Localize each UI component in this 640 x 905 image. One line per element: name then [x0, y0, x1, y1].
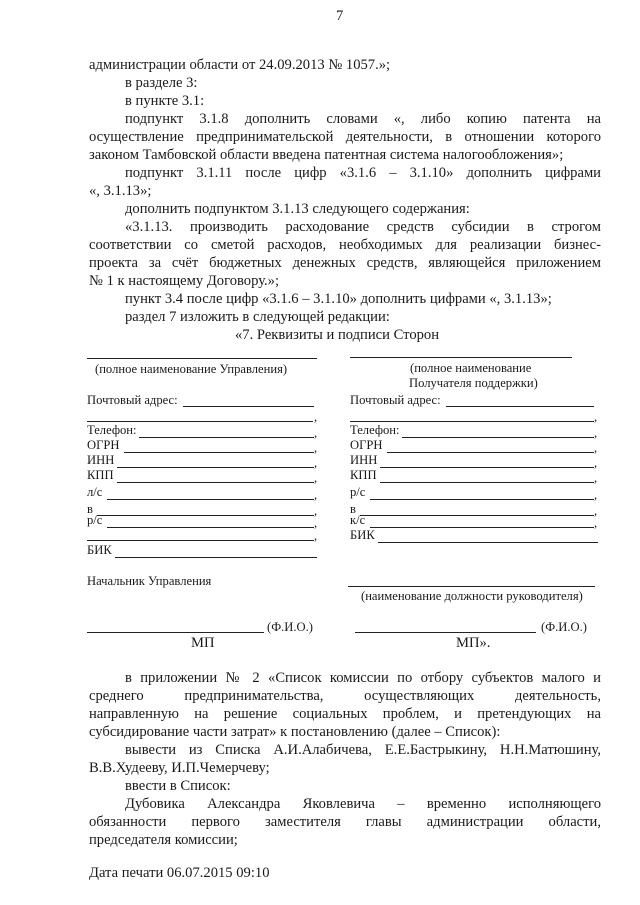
left-field-label: Телефон: — [87, 423, 137, 437]
paragraph-line: администрации области от 24.09.2013 № 1057.»; — [89, 57, 391, 73]
comma: , — [594, 471, 598, 485]
form-line — [87, 421, 313, 422]
left-fio: (Ф.И.О.) — [267, 620, 313, 634]
paragraph-line: направленную на решение социальных проблем, и претендующих на — [89, 706, 601, 722]
paragraph-line: соответствии со сметой расходов, необходимых для реализации бизнес- — [89, 237, 601, 253]
signature-line — [350, 357, 572, 358]
paragraph-line: проекта за счёт бюджетных денежных средств, являющейся приложением — [89, 255, 601, 271]
form-line — [387, 452, 594, 453]
form-line — [117, 467, 314, 468]
form-line — [183, 406, 314, 407]
comma: , — [594, 410, 598, 424]
right-name-caption: Получателя поддержки) — [409, 376, 538, 390]
right-field-label: к/с — [350, 513, 366, 527]
left-field-label: л/с — [87, 485, 103, 499]
form-line — [115, 557, 317, 558]
form-line — [87, 540, 314, 541]
right-field-label: р/с — [350, 485, 366, 499]
paragraph-line: осуществление предпринимательской деятельности, в отношении которого — [89, 129, 601, 145]
left-field-label: БИК — [87, 543, 112, 557]
left-field-label: ИНН — [87, 453, 115, 467]
paragraph-line: обязанности первого заместителя главы администрации области, — [89, 814, 601, 830]
form-line — [117, 482, 314, 483]
left-head-title: Начальник Управления — [87, 574, 212, 588]
paragraph-line: подпункт 3.1.8 дополнить словами «, либо копию патента на — [125, 111, 601, 127]
paragraph-line: в приложении № 2 «Список комиссии по отбору субъектов малого и — [125, 670, 601, 686]
paragraph-line: законом Тамбовской области введена патентная система налогообложения»; — [89, 147, 564, 163]
comma: , — [314, 456, 318, 470]
right-field-label: КПП — [350, 468, 377, 482]
comma: , — [314, 471, 318, 485]
comma: , — [314, 516, 318, 530]
form-line — [97, 515, 314, 516]
form-line — [370, 527, 594, 528]
comma: , — [314, 410, 318, 424]
comma: , — [594, 488, 598, 502]
left-field-label: КПП — [87, 468, 114, 482]
signature-line — [355, 632, 536, 633]
right-postal-label: Почтовый адрес: — [350, 393, 441, 407]
comma: , — [314, 529, 318, 543]
form-line — [446, 406, 594, 407]
print-date: Дата печати 06.07.2015 09:10 — [89, 865, 270, 881]
paragraph-line: субсидирование части затрат» к постановлению (далее – Список): — [89, 724, 501, 740]
paragraph-line: № 1 к настоящему Договору.»; — [89, 273, 280, 289]
comma: , — [314, 426, 318, 440]
right-field-label: в — [350, 502, 356, 516]
form-line — [139, 437, 314, 438]
page-number: 7 — [336, 8, 344, 24]
paragraph-line: «3.1.13. производить расходование средств субсидии в строгом — [125, 219, 601, 235]
form-line — [378, 542, 598, 543]
paragraph-line: «, 3.1.13»; — [89, 183, 152, 199]
comma: , — [594, 426, 598, 440]
left-field-label: ОГРН — [87, 438, 120, 452]
left-stamp: МП — [191, 635, 215, 651]
right-field-label: БИК — [350, 528, 375, 542]
form-line — [402, 437, 594, 438]
comma: , — [594, 456, 598, 470]
left-field-label: р/с — [87, 513, 103, 527]
paragraph-line: раздел 7 изложить в следующей редакции: — [125, 309, 390, 325]
paragraph-line: среднего предпринимательства, осуществляющих деятельность, — [89, 688, 601, 704]
right-field-label: ИНН — [350, 453, 378, 467]
right-stamp: МП». — [456, 635, 491, 651]
form-line — [380, 482, 594, 483]
right-field-label: Телефон: — [350, 423, 400, 437]
form-line — [360, 515, 594, 516]
paragraph-line: председателя комиссии; — [89, 832, 238, 848]
comma: , — [314, 488, 318, 502]
form-line — [107, 499, 314, 500]
right-name-caption: (полное наименование — [410, 361, 532, 375]
signature-line — [348, 586, 595, 587]
paragraph-line: Дубовика Александра Яковлевича – временно исполняющего — [125, 796, 601, 812]
signature-line — [87, 632, 264, 633]
right-field-label: ОГРН — [350, 438, 383, 452]
form-line — [350, 421, 594, 422]
paragraph-line: пункт 3.4 после цифр «3.1.6 – 3.1.10» дополнить цифрами «, 3.1.13»; — [125, 291, 552, 307]
right-position-caption: (наименование должности руководителя) — [361, 589, 583, 603]
form-line — [107, 527, 314, 528]
paragraph-line: вывести из Списка А.И.Алабичева, Е.Е.Бастрыкину, Н.Н.Матюшину, — [125, 742, 601, 758]
comma: , — [594, 504, 598, 518]
right-fio: (Ф.И.О.) — [541, 620, 587, 634]
left-name-caption: (полное наименование Управления) — [95, 362, 288, 376]
form-line — [380, 467, 594, 468]
paragraph-line: дополнить подпунктом 3.1.13 следующего содержания: — [125, 201, 470, 217]
form-line — [370, 499, 594, 500]
left-field-label: в — [87, 502, 93, 516]
paragraph-line: подпункт 3.1.11 после цифр «3.1.6 – 3.1.10» дополнить цифрами — [125, 165, 601, 181]
paragraph-line: в разделе 3: — [125, 75, 198, 91]
form-line — [124, 452, 314, 453]
signature-line — [87, 358, 317, 359]
section-title: «7. Реквизиты и подписи Сторон — [235, 327, 440, 343]
comma: , — [594, 441, 598, 455]
comma: , — [314, 504, 318, 518]
paragraph-line: ввести в Список: — [125, 778, 231, 794]
paragraph-line: в пункте 3.1: — [125, 93, 205, 109]
comma: , — [594, 516, 598, 530]
comma: , — [314, 441, 318, 455]
left-postal-label: Почтовый адрес: — [87, 393, 178, 407]
paragraph-line: В.В.Худееву, И.П.Чемерчеву; — [89, 760, 270, 776]
